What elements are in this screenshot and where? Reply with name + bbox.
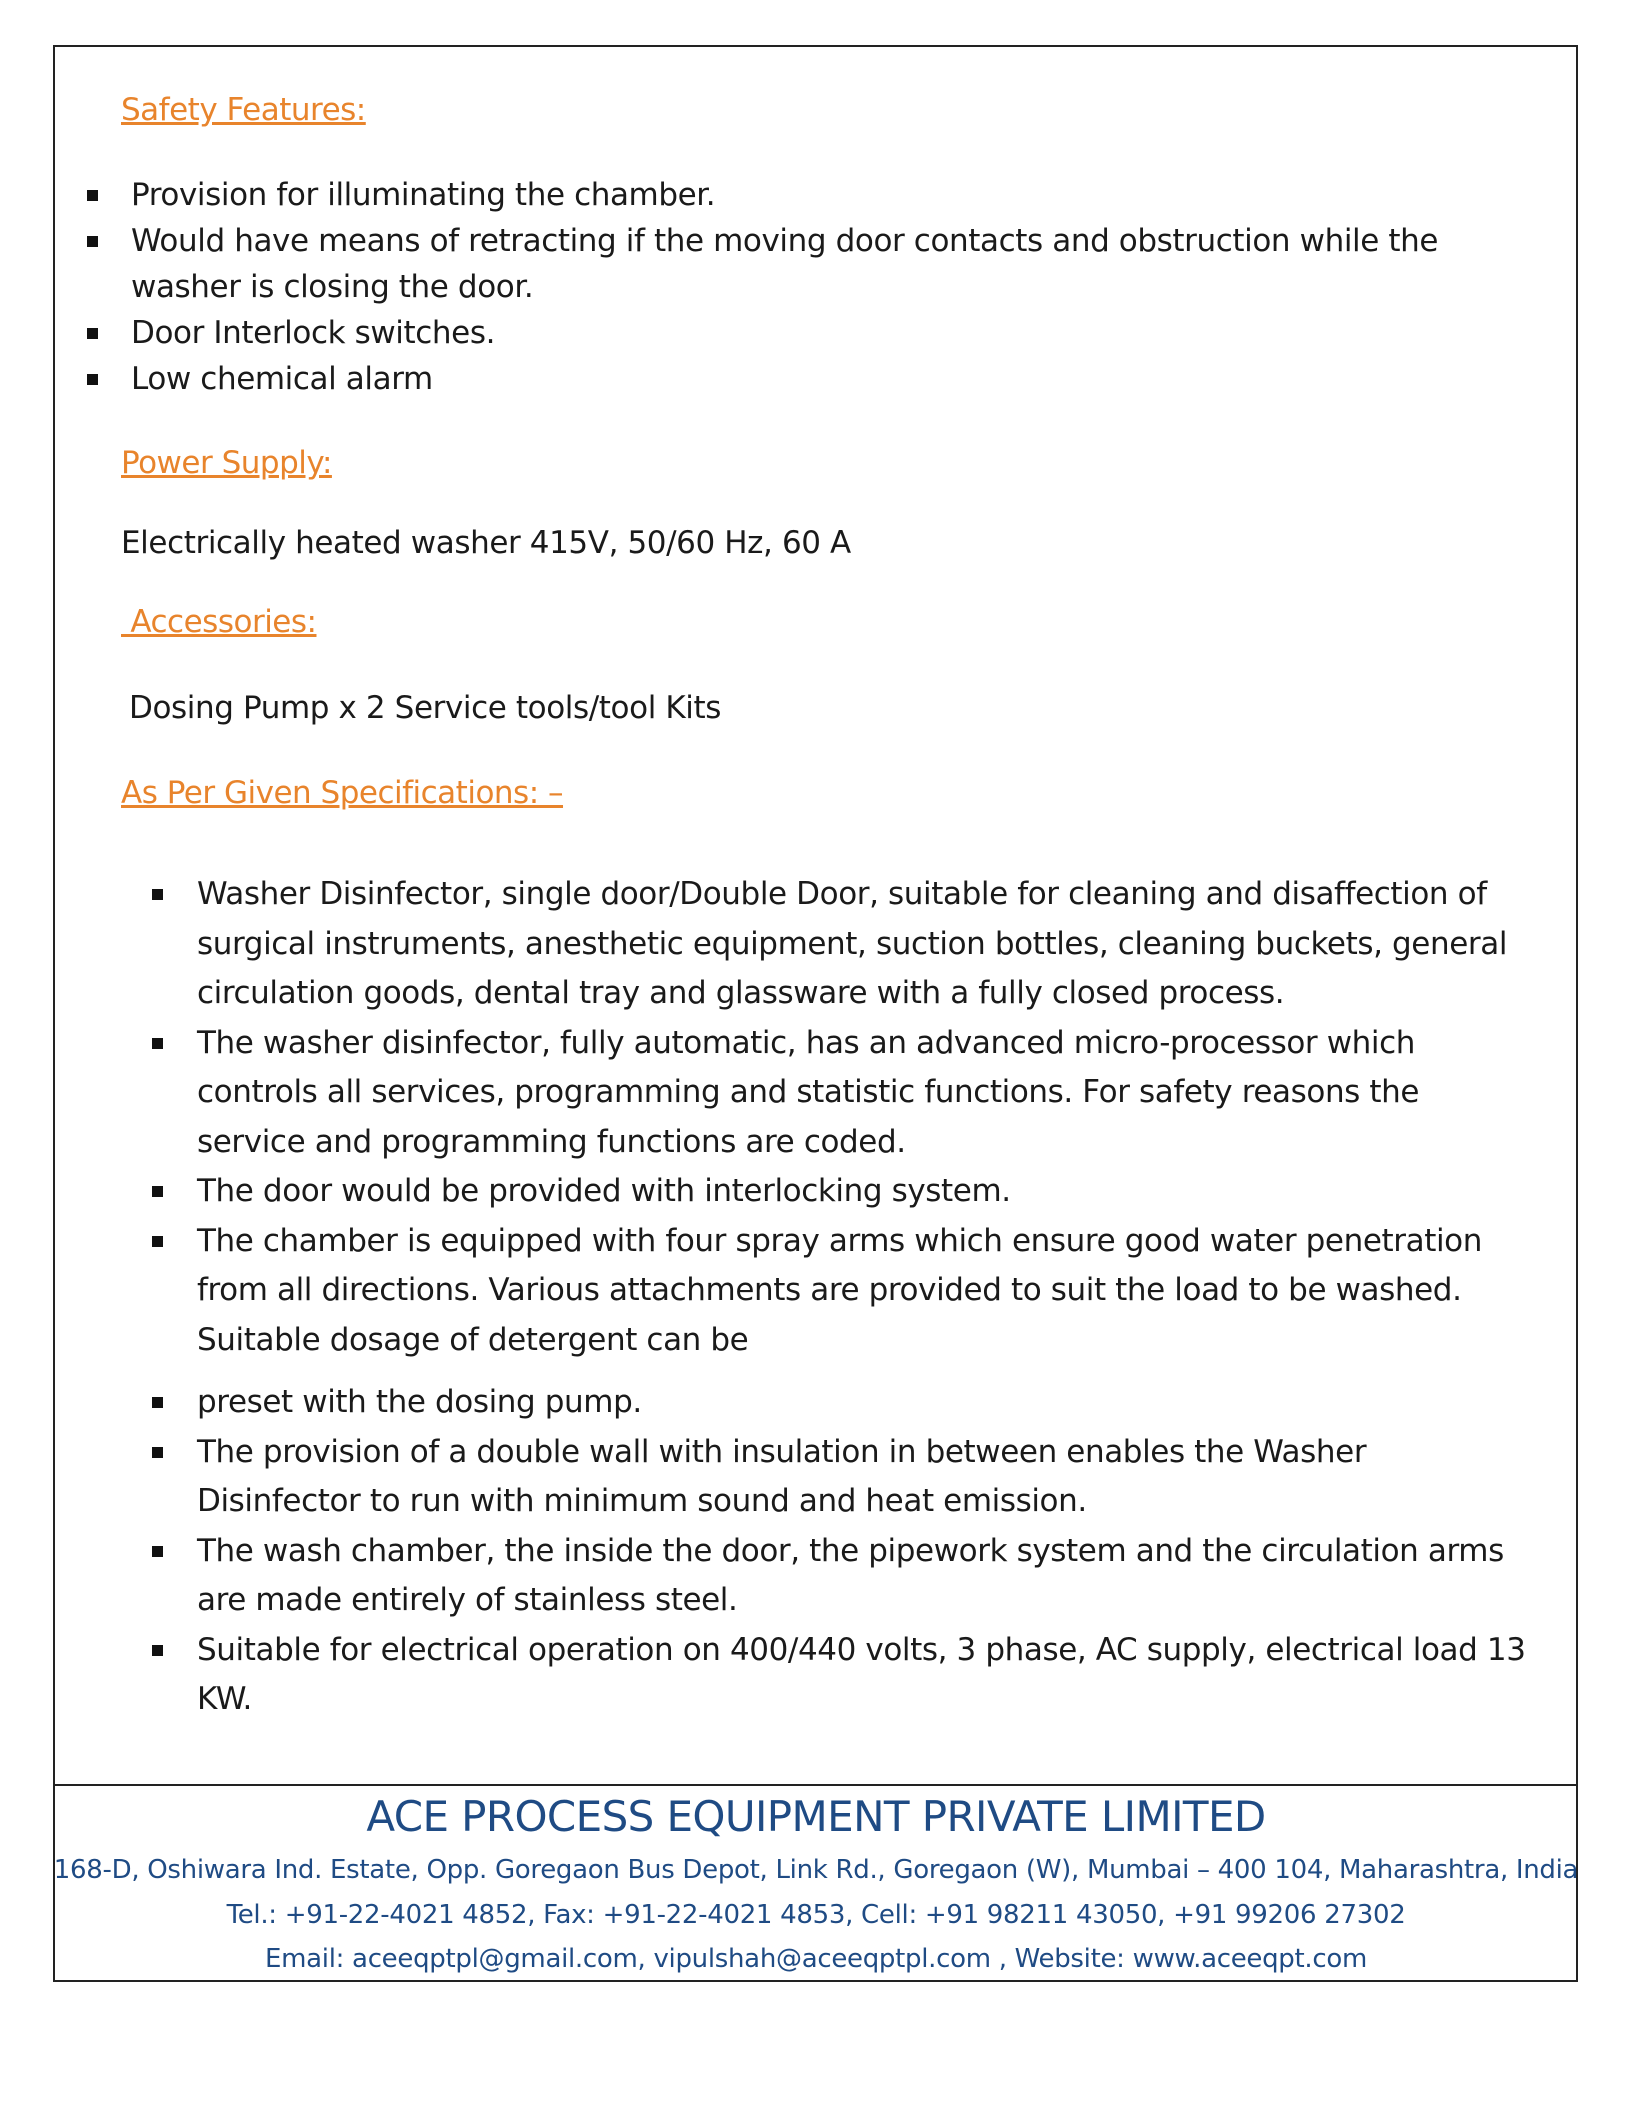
safety-features-list	[87, 172, 1547, 402]
specifications-heading: As Per Given Specifications: –	[121, 775, 564, 811]
bullet-square-icon	[87, 236, 98, 247]
list-item: Low chemical alarm	[87, 356, 1547, 402]
list-item: Suitable for electrical operation on 400/440 volts, 3 phase, AC supply, electrical load 13 KW.	[152, 1626, 1532, 1725]
company-name: ACE PROCESS EQUIPMENT PRIVATE LIMITED	[366, 1792, 1266, 1841]
list-item: Would have means of retracting if the moving door contacts and obstruction while the washer is closing the door.	[87, 218, 1547, 310]
company-address: 168-D, Oshiwara Ind. Estate, Opp. Goregaon Bus Depot, Link Rd., Goregaon (W), Mumbai – 400 104, Maharashtra, India	[53, 1855, 1579, 1885]
bullet-square-icon	[87, 328, 98, 339]
bullet-square-icon	[152, 1186, 163, 1197]
power-supply-heading: Power Supply:	[121, 445, 332, 481]
bullet-square-icon	[152, 889, 163, 900]
bullet-square-icon	[87, 190, 98, 201]
list-item: Washer Disinfector, single door/Double Door, suitable for cleaning and disaffection of surgical instruments, anesthetic equipment, suction bottles, cleaning buckets, general circulation goods, dental tray and glassware with a fully closed process.	[152, 870, 1532, 1019]
accessories-heading: Accessories:	[121, 604, 317, 640]
bullet-square-icon	[152, 1447, 163, 1458]
list-item: The washer disinfector, fully automatic, has an advanced micro-processor which controls all services, programming and statistic functions. For safety reasons the service and programming functions are coded.	[152, 1019, 1532, 1168]
company-email-website: Email: aceeqptpl@gmail.com, vipulshah@aceeqptpl.com , Website: www.aceeqpt.com	[265, 1944, 1367, 1974]
list-item: The door would be provided with interlocking system.	[152, 1167, 1532, 1217]
list-item: The provision of a double wall with insulation in between enables the Washer Disinfector to run with minimum sound and heat emission.	[152, 1428, 1532, 1527]
safety-features-heading: Safety Features:	[121, 92, 366, 128]
bullet-square-icon	[87, 374, 98, 385]
specifications-list	[152, 870, 1532, 1725]
footer-divider	[55, 1784, 1576, 1786]
bullet-square-icon	[152, 1645, 163, 1656]
list-item: Provision for illuminating the chamber.	[87, 172, 1547, 218]
bullet-square-icon	[152, 1038, 163, 1049]
list-item: preset with the dosing pump.	[152, 1378, 1532, 1428]
bullet-square-icon	[152, 1397, 163, 1408]
list-item: Door Interlock switches.	[87, 310, 1547, 356]
accessories-text: Dosing Pump x 2 Service tools/tool Kits	[129, 690, 722, 726]
list-item: The wash chamber, the inside the door, the pipework system and the circulation arms are made entirely of stainless steel.	[152, 1527, 1532, 1626]
bullet-square-icon	[152, 1236, 163, 1247]
power-supply-text: Electrically heated washer 415V, 50/60 Hz, 60 A	[121, 525, 851, 561]
bullet-square-icon	[152, 1546, 163, 1557]
list-item: The chamber is equipped with four spray arms which ensure good water penetration from all directions. Various attachments are provided to suit the load to be washed. Suitable dosage of detergent can be	[152, 1217, 1532, 1366]
company-phone-numbers: Tel.: +91-22-4021 4852, Fax: +91-22-4021 4853, Cell: +91 98211 43050, +91 99206 27302	[226, 1900, 1406, 1930]
